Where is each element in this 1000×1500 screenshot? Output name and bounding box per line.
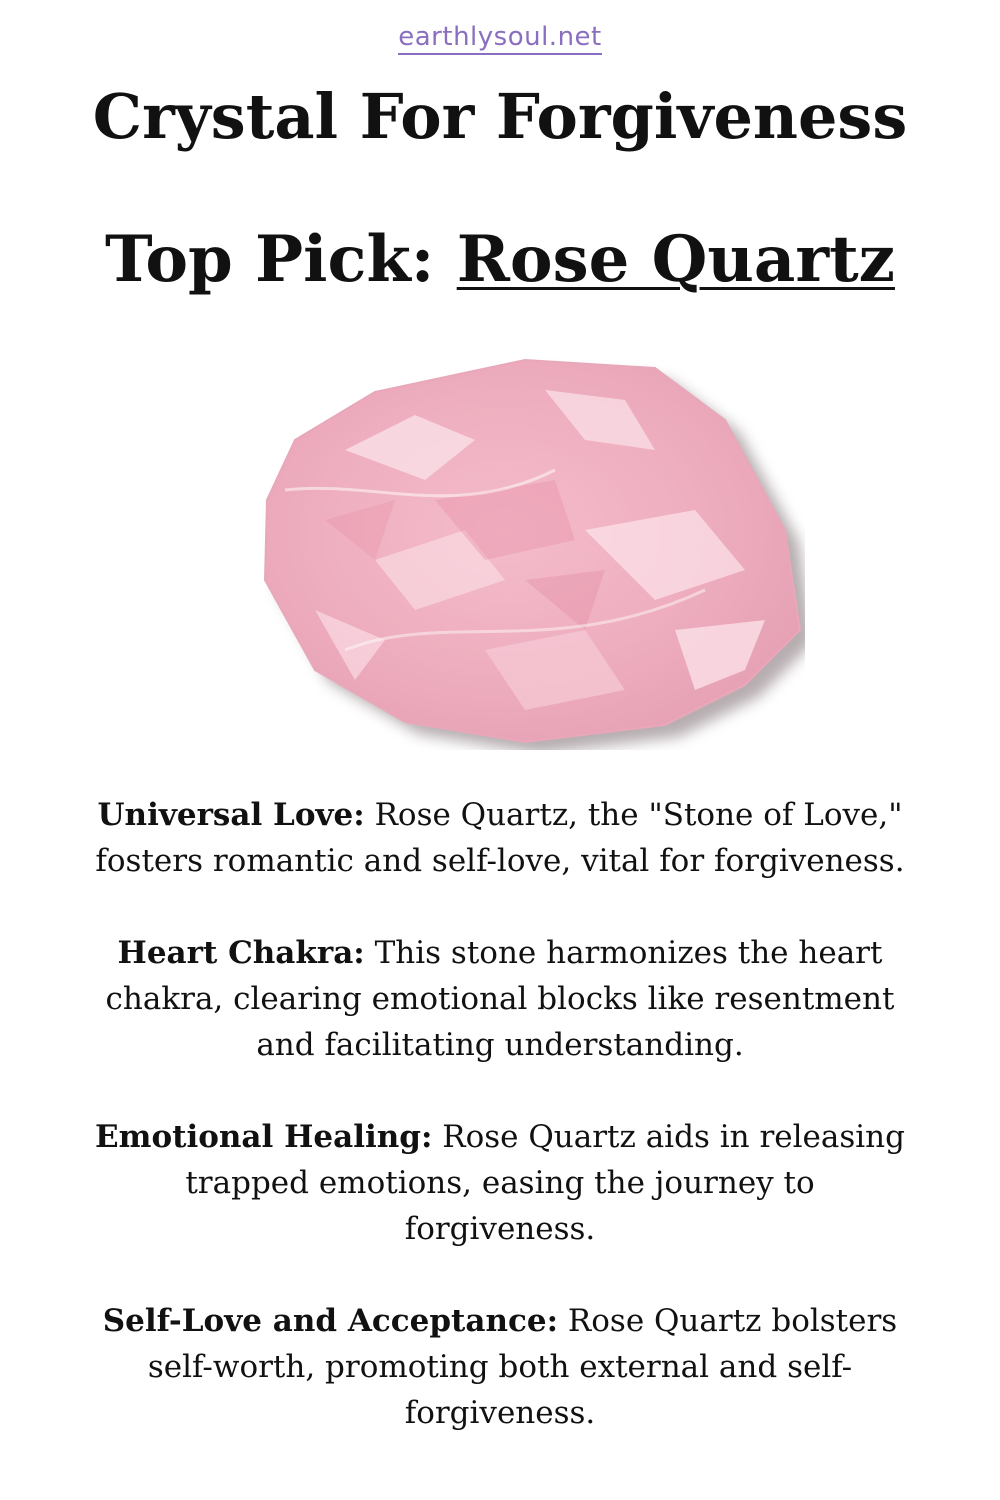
benefit-text: Rose Quartz aids in releasing trapped emotions, easing the journey to forgiveness. <box>185 1119 905 1247</box>
benefits-list <box>90 792 910 1482</box>
benefit-text: This stone harmonizes the heart chakra, clearing emotional blocks like resentment and facilitating understanding. <box>105 935 895 1063</box>
benefit-term: Universal Love: <box>97 797 365 833</box>
benefit-text: Rose Quartz bolsters self-worth, promoting both external and self-forgiveness. <box>147 1303 898 1431</box>
crystal-image <box>225 330 805 750</box>
benefit-term: Heart Chakra: <box>117 935 365 971</box>
benefit-universal-love <box>90 792 910 884</box>
rose-quartz-illustration <box>225 330 805 750</box>
benefit-term: Self-Love and Acceptance: <box>102 1303 559 1339</box>
benefit-heart-chakra <box>90 930 910 1068</box>
site-logo-text: earthlysoul.net <box>398 22 602 55</box>
site-logo[interactable] <box>0 22 1000 55</box>
benefit-term: Emotional Healing: <box>95 1119 433 1155</box>
page-title: Crystal For Forgiveness <box>92 80 908 153</box>
top-pick-prefix: Top Pick: <box>105 222 435 297</box>
benefit-text: Rose Quartz, the "Stone of Love," fosters romantic and self-love, vital for forgiveness. <box>95 797 905 879</box>
benefit-emotional-healing <box>90 1114 910 1252</box>
top-pick-name[interactable]: Rose Quartz <box>456 222 895 297</box>
top-pick-heading <box>0 220 1000 300</box>
benefit-self-love <box>90 1298 910 1436</box>
